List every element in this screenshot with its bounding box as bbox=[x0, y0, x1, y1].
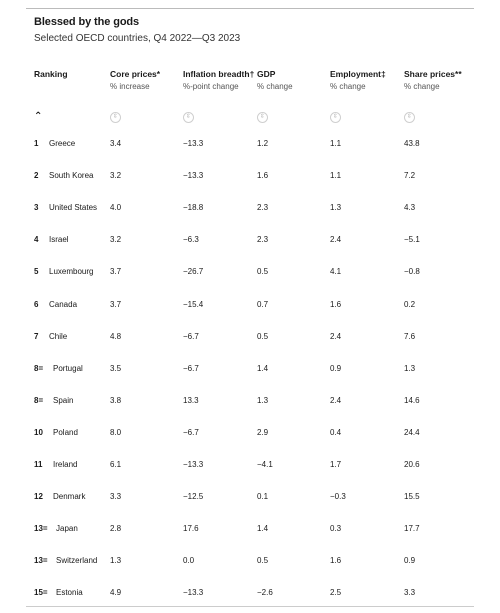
share-prices-cell: 43.8 bbox=[404, 139, 420, 148]
rank-cell: 11 bbox=[34, 460, 43, 469]
share-prices-cell: 20.6 bbox=[404, 460, 420, 469]
gdp-cell: 0.7 bbox=[257, 299, 269, 309]
core-prices-cell: 4.8 bbox=[110, 331, 122, 341]
rank-cell: 10 bbox=[34, 427, 43, 437]
header-employment-unit: % change bbox=[330, 82, 366, 91]
gdp-cell: 2.9 bbox=[257, 427, 269, 437]
share-prices-cell: 14.6 bbox=[404, 395, 420, 405]
core-prices-cell: 1.3 bbox=[110, 556, 122, 566]
rank-cell: 5 bbox=[34, 267, 39, 277]
country-cell: Israel bbox=[49, 235, 69, 245]
employment-cell: 1.1 bbox=[330, 139, 342, 148]
gdp-cell: 2.3 bbox=[257, 203, 269, 213]
employment-cell: 1.3 bbox=[330, 203, 342, 213]
country-cell: Switzerland bbox=[56, 556, 98, 566]
gdp-cell: 0.1 bbox=[257, 492, 269, 502]
employment-cell: 2.4 bbox=[330, 331, 342, 341]
table-title: Blessed by the gods bbox=[34, 16, 140, 28]
core-prices-cell: 3.5 bbox=[110, 363, 122, 373]
table-row bbox=[0, 235, 500, 249]
employment-cell: 4.1 bbox=[330, 267, 342, 277]
gdp-cell: 2.3 bbox=[257, 235, 269, 245]
employment-cell: 2.5 bbox=[330, 588, 342, 598]
table-row bbox=[0, 428, 500, 442]
inflation-breadth-cell: −26.7 bbox=[183, 267, 204, 277]
table-subtitle: Selected OECD countries, Q4 2022—Q3 2023 bbox=[34, 33, 241, 44]
employment-cell: −0.3 bbox=[330, 492, 346, 502]
country-cell: South Korea bbox=[49, 171, 94, 181]
core-prices-cell: 3.4 bbox=[110, 139, 122, 148]
country-cell: Ireland bbox=[53, 460, 78, 469]
core-prices-cell: 3.7 bbox=[110, 299, 122, 309]
bottom-divider bbox=[26, 606, 474, 607]
table-row bbox=[0, 139, 500, 153]
core-prices-cell: 3.2 bbox=[110, 235, 122, 245]
sort-toggle-icon[interactable]: ⇳ bbox=[110, 112, 121, 123]
country-cell: Japan bbox=[56, 524, 78, 534]
share-prices-cell: 15.5 bbox=[404, 492, 420, 502]
country-cell: Estonia bbox=[56, 588, 83, 598]
sort-controls bbox=[0, 111, 500, 129]
header-gdp-unit: % change bbox=[257, 82, 293, 91]
sort-toggle-icon[interactable]: ⇳ bbox=[404, 112, 415, 123]
header-share-prices[interactable]: Share prices** bbox=[404, 69, 462, 79]
header-share-prices-unit: % change bbox=[404, 82, 440, 91]
rank-cell: 1 bbox=[34, 139, 39, 148]
inflation-breadth-cell: −15.4 bbox=[183, 299, 204, 309]
core-prices-cell: 3.3 bbox=[110, 492, 122, 502]
country-cell: Denmark bbox=[53, 492, 86, 502]
gdp-cell: 0.5 bbox=[257, 267, 269, 277]
gdp-cell: 1.2 bbox=[257, 139, 269, 148]
share-prices-cell: 0.2 bbox=[404, 299, 416, 309]
gdp-cell: 0.5 bbox=[257, 556, 269, 566]
gdp-cell: 1.3 bbox=[257, 395, 269, 405]
table-row bbox=[0, 267, 500, 281]
country-cell: Canada bbox=[49, 299, 78, 309]
share-prices-cell: 24.4 bbox=[404, 427, 420, 437]
share-prices-cell: 7.2 bbox=[404, 171, 416, 181]
rank-cell: 13= bbox=[34, 524, 48, 534]
table-row bbox=[0, 460, 500, 474]
inflation-breadth-cell: −6.3 bbox=[183, 235, 199, 245]
sort-toggle-icon[interactable]: ⇳ bbox=[330, 112, 341, 123]
inflation-breadth-cell: −13.3 bbox=[183, 139, 204, 148]
header-core-prices[interactable]: Core prices* bbox=[110, 69, 161, 79]
core-prices-cell: 6.1 bbox=[110, 460, 122, 469]
table-row bbox=[0, 588, 500, 602]
share-prices-cell: −5.1 bbox=[404, 235, 420, 245]
inflation-breadth-cell: −6.7 bbox=[183, 363, 199, 373]
top-divider bbox=[26, 8, 474, 9]
rank-cell: 13= bbox=[34, 556, 48, 566]
share-prices-cell: 17.7 bbox=[404, 524, 420, 534]
table-row bbox=[0, 171, 500, 185]
country-cell: Luxembourg bbox=[49, 267, 94, 277]
header-inflation-breadth-unit: %-point change bbox=[183, 82, 239, 91]
employment-cell: 1.7 bbox=[330, 460, 342, 469]
table-row bbox=[0, 396, 500, 410]
table-row bbox=[0, 556, 500, 570]
share-prices-cell: 3.3 bbox=[404, 588, 416, 598]
core-prices-cell: 4.9 bbox=[110, 588, 122, 598]
country-cell: Portugal bbox=[53, 363, 83, 373]
inflation-breadth-cell: 13.3 bbox=[183, 395, 199, 405]
header-gdp[interactable]: GDP bbox=[257, 69, 276, 79]
core-prices-cell: 3.2 bbox=[110, 171, 122, 181]
header-ranking[interactable]: Ranking bbox=[34, 69, 68, 79]
core-prices-cell: 8.0 bbox=[110, 427, 122, 437]
share-prices-cell: 0.9 bbox=[404, 556, 416, 566]
employment-cell: 2.4 bbox=[330, 395, 342, 405]
table-row bbox=[0, 332, 500, 346]
rank-cell: 3 bbox=[34, 203, 39, 213]
inflation-breadth-cell: −13.3 bbox=[183, 171, 204, 181]
employment-cell: 1.1 bbox=[330, 171, 342, 181]
gdp-cell: 1.4 bbox=[257, 524, 269, 534]
core-prices-cell: 4.0 bbox=[110, 203, 122, 213]
country-cell: Chile bbox=[49, 331, 68, 341]
header-core-prices-unit: % increase bbox=[110, 82, 150, 91]
table-row bbox=[0, 524, 500, 538]
gdp-cell: 1.6 bbox=[257, 171, 269, 181]
core-prices-cell: 3.7 bbox=[110, 267, 122, 277]
inflation-breadth-cell: 0.0 bbox=[183, 556, 195, 566]
sort-up-icon[interactable]: ⌃ bbox=[34, 111, 43, 122]
employment-cell: 0.9 bbox=[330, 363, 342, 373]
rank-cell: 7 bbox=[34, 331, 39, 341]
employment-cell: 2.4 bbox=[330, 235, 342, 245]
sort-toggle-icon[interactable]: ⇳ bbox=[257, 112, 268, 123]
rank-cell: 8= bbox=[34, 395, 44, 405]
table-row bbox=[0, 300, 500, 314]
rank-cell: 15= bbox=[34, 588, 48, 598]
inflation-breadth-cell: 17.6 bbox=[183, 524, 199, 534]
core-prices-cell: 3.8 bbox=[110, 395, 122, 405]
table-row bbox=[0, 203, 500, 217]
header-employment[interactable]: Employment‡ bbox=[330, 69, 386, 79]
inflation-breadth-cell: −18.8 bbox=[183, 203, 204, 213]
core-prices-cell: 2.8 bbox=[110, 524, 122, 534]
sort-toggle-icon[interactable]: ⇳ bbox=[183, 112, 194, 123]
gdp-cell: −2.6 bbox=[257, 588, 273, 598]
rank-cell: 6 bbox=[34, 299, 39, 309]
rank-cell: 4 bbox=[34, 235, 39, 245]
table-row bbox=[0, 492, 500, 506]
gdp-cell: −4.1 bbox=[257, 460, 273, 469]
inflation-breadth-cell: −6.7 bbox=[183, 427, 199, 437]
country-cell: United States bbox=[49, 203, 98, 213]
employment-cell: 0.3 bbox=[330, 524, 342, 534]
rank-cell: 12 bbox=[34, 492, 43, 502]
share-prices-cell: 1.3 bbox=[404, 363, 416, 373]
gdp-cell: 0.5 bbox=[257, 331, 269, 341]
share-prices-cell: −0.8 bbox=[404, 267, 420, 277]
employment-cell: 1.6 bbox=[330, 299, 342, 309]
gdp-cell: 1.4 bbox=[257, 363, 269, 373]
employment-cell: 0.4 bbox=[330, 427, 342, 437]
share-prices-cell: 7.6 bbox=[404, 331, 416, 341]
share-prices-cell: 4.3 bbox=[404, 203, 416, 213]
employment-cell: 1.6 bbox=[330, 556, 342, 566]
inflation-breadth-cell: −12.5 bbox=[183, 492, 204, 502]
country-cell: Poland bbox=[53, 427, 78, 437]
inflation-breadth-cell: −13.3 bbox=[183, 460, 204, 469]
table-row bbox=[0, 364, 500, 378]
inflation-breadth-cell: −13.3 bbox=[183, 588, 204, 598]
rank-cell: 2 bbox=[34, 171, 39, 181]
header-inflation-breadth[interactable]: Inflation breadth† bbox=[183, 69, 255, 79]
country-cell: Greece bbox=[49, 139, 76, 148]
inflation-breadth-cell: −6.7 bbox=[183, 331, 199, 341]
rank-cell: 8= bbox=[34, 363, 44, 373]
country-cell: Spain bbox=[53, 395, 74, 405]
